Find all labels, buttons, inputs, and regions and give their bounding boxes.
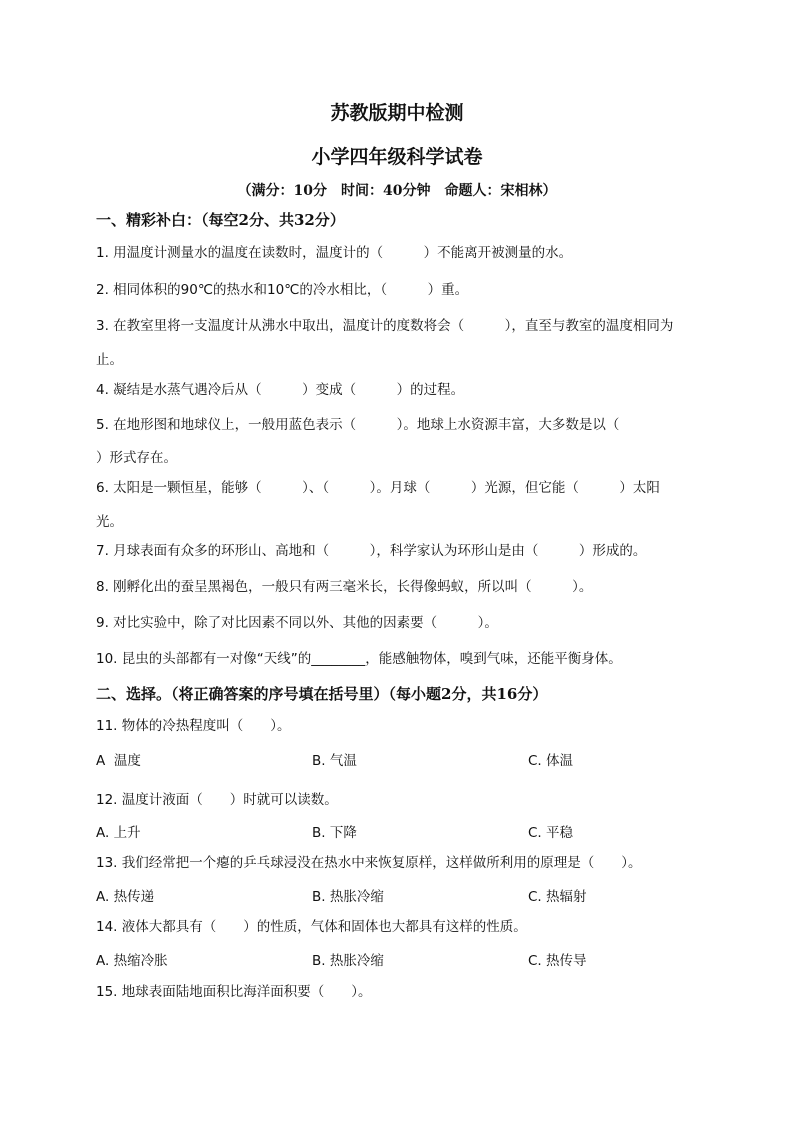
option-14-b: B. 热胀冷缩 <box>312 953 384 969</box>
section2-heading: 二、选择。（将正确答案的序号填在括号里）（每小题2分，共16分） <box>96 685 548 703</box>
question-3: 3. 在教室里将一支温度计从沸水中取出，温度计的度数将会（ ），直至与教室的温度相同为 <box>96 318 674 334</box>
option-14-a: A. 热缩冷胀 <box>96 953 168 969</box>
option-14-c: C. 热传导 <box>528 953 587 969</box>
question-5: 5. 在地形图和地球仪上，一般用蓝色表示（ ）。地球上水资源丰富，大多数是以（ <box>96 417 620 433</box>
option-13-b: B. 热胀冷缩 <box>312 889 384 905</box>
question-13: 13. 我们经常把一个瘪的乒乓球浸没在热水中来恢复原样，这样做所利用的原理是（ ）。 <box>96 855 642 871</box>
option-13-a: A. 热传递 <box>96 889 155 905</box>
question-4: 4. 凝结是水蒸气遇冷后从（ ）变成（ ）的过程。 <box>96 382 465 398</box>
question-11: 11. 物体的冷热程度叫（ ）。 <box>96 718 291 734</box>
question-15: 15. 地球表面陆地面积比海洋面积要（ ）。 <box>96 984 372 1000</box>
option-11-b: B. 气温 <box>312 753 357 769</box>
option-11-c: C. 体温 <box>528 753 574 769</box>
question-14: 14. 液体大都具有（ ）的性质，气体和固体也大都具有这样的性质。 <box>96 919 527 935</box>
option-12-a: A. 上升 <box>96 825 141 841</box>
question-8: 8. 刚孵化出的蚕呈黑褐色，一般只有两三毫米长，长得像蚂蚁，所以叫（ ）。 <box>96 579 593 595</box>
exam-title: 苏教版期中检测 <box>330 102 464 124</box>
exam-subtitle: 小学四年级科学试卷 <box>311 146 483 168</box>
option-11-a: A 温度 <box>96 753 141 769</box>
question-9: 9. 对比实验中，除了对比因素不同以外、其他的因素要（ ）。 <box>96 615 498 631</box>
question-10: 10. 昆虫的头部都有一对像“天线”的________，能感触物体，嗅到气味，还能平衡身体。 <box>96 651 622 667</box>
question-1: 1. 用温度计测量水的温度在读数时，温度计的（ ）不能离开被测量的水。 <box>96 245 573 261</box>
question-7: 7. 月球表面有众多的环形山、高地和（ ），科学家认为环形山是由（ ）形成的。 <box>96 543 647 559</box>
option-13-c: C. 热辐射 <box>528 889 587 905</box>
exam-meta: （满分：10分 时间：40分钟 命题人：宋相林） <box>237 183 557 199</box>
option-12-b: B. 下降 <box>312 825 357 841</box>
question-6-cont: 光。 <box>96 514 123 530</box>
question-3-cont: 止。 <box>96 352 123 368</box>
section1-heading: 一、精彩补白：（每空2分、共32分） <box>96 211 345 229</box>
question-6: 6. 太阳是一颗恒星，能够（ ）、（ ）。月球（ ）光源，但它能（ ）太阳 <box>96 480 660 496</box>
question-2: 2. 相同体积的90℃的热水和10℃的冷水相比，（ ）重。 <box>96 282 469 298</box>
option-12-c: C. 平稳 <box>528 825 574 841</box>
question-5-cont: ）形式存在。 <box>96 450 177 466</box>
question-12: 12. 温度计液面（ ）时就可以读数。 <box>96 792 338 808</box>
